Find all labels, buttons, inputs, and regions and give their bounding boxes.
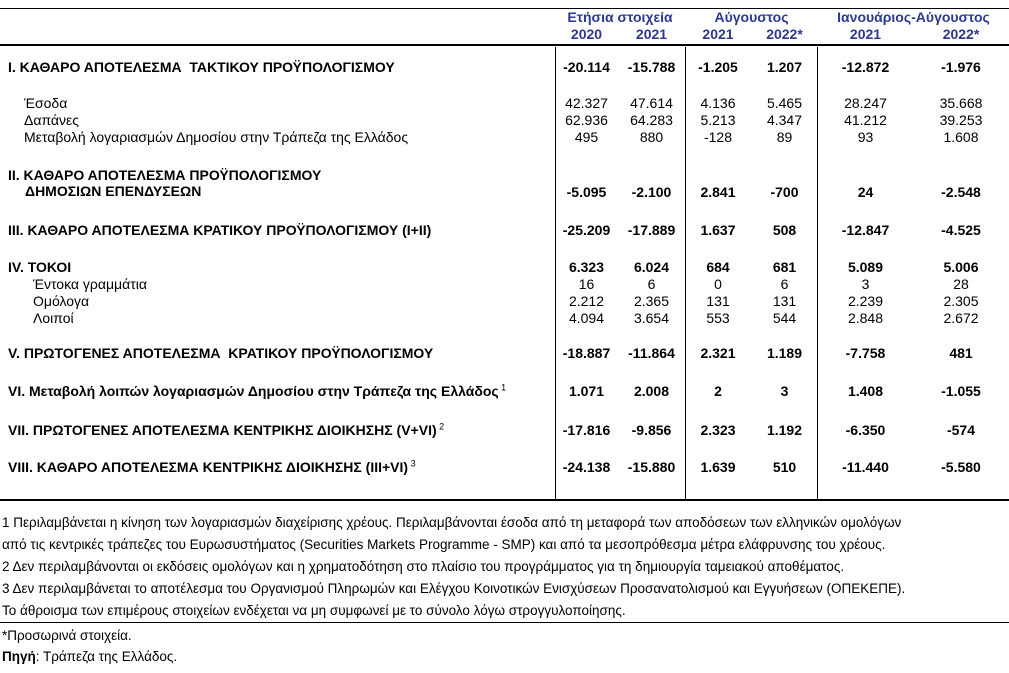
footnote-line-3: 2 Δεν περιλαμβάνονται οι εκδόσεις ομολόγων και η χρηματοδότηση στο πλαίσιο του προγράμματος για τη δημιουργία ταμειακού αποθέματος. xyxy=(2,559,845,574)
source-label: Πηγή xyxy=(2,649,36,664)
row-label xyxy=(0,293,555,309)
cell-annual-2021: 6 xyxy=(647,276,656,292)
cell-annual-2021: 2.008 xyxy=(633,383,670,399)
column-separator-2 xyxy=(685,47,686,499)
cell-august-2021: 5.213 xyxy=(700,112,736,128)
cell-august-2022: 3 xyxy=(780,383,789,399)
column-separator-3 xyxy=(817,47,818,499)
row-label-line1: Έντοκα γραμμάτια xyxy=(33,276,147,292)
cell-janaug-2021: 24 xyxy=(857,184,874,200)
cell-august-2022: 89 xyxy=(776,129,793,145)
row-label-line1: I. ΚΑΘΑΡΟ ΑΠΟΤΕΛΕΣΜΑ ΤΑΚΤΙΚΟΥ ΠΡΟΫΠΟΛΟΓΙΣΜΟΥ xyxy=(8,59,395,75)
cell-janaug-2022: 39.253 xyxy=(939,112,983,128)
cell-janaug-2022: 35.668 xyxy=(939,95,983,111)
row-entoka xyxy=(0,276,1009,292)
bottom-notes xyxy=(0,625,1009,667)
header-spacer xyxy=(0,9,555,25)
column-separator-1 xyxy=(555,47,556,499)
cell-august-2022: 5.465 xyxy=(766,95,803,111)
cell-janaug-2021: 41.212 xyxy=(844,112,887,128)
row-label xyxy=(0,422,555,438)
cell-annual-2021: -9.856 xyxy=(631,422,672,438)
row-label xyxy=(0,459,555,475)
row-label xyxy=(0,59,555,75)
footnote-separator-rule xyxy=(0,622,1009,623)
cell-janaug-2021: -11.440 xyxy=(842,459,889,475)
year-header-august-2022: 2022* xyxy=(766,26,803,42)
cell-august-2022: 6 xyxy=(780,276,789,292)
row-label xyxy=(0,222,555,238)
row-label-line1: II. ΚΑΘΑΡΟ ΑΠΟΤΕΛΕΣΜΑ ΠΡΟΫΠΟΛΟΓΙΣΜΟΥ xyxy=(8,167,322,183)
row-label-line1: VII. ΠΡΩΤΟΓΕΝΕΣ ΑΠΟΤΕΛΕΣΜΑ ΚΕΝΤΡΙΚΗΣ ΔΙΟΙΚΗΣΗΣ (V+VI) $^2$ xyxy=(8,421,445,438)
cell-august-2022: 1.192 xyxy=(766,422,803,438)
row-iii xyxy=(0,222,1009,238)
source-text: : Τράπεζα της Ελλάδος. xyxy=(35,649,178,664)
rounding-note: Το άθροισμα των επιμέρους στοιχείων ενδέχεται να μη συμφωνεί με το σύνολο λόγω στρογγυλοποίησης. xyxy=(2,603,626,618)
cell-janaug-2022: -5.580 xyxy=(941,459,981,475)
row-omologa xyxy=(0,293,1009,309)
row-label xyxy=(0,112,555,128)
cell-janaug-2022: -1.976 xyxy=(941,59,981,75)
row-metavoli-logariasmon xyxy=(0,129,1009,145)
row-esoda xyxy=(0,95,1009,111)
cell-august-2022: 510 xyxy=(772,459,797,475)
row-label xyxy=(0,383,555,399)
cell-annual-2020: 1.071 xyxy=(568,383,605,399)
footnote-reference-2: 2 xyxy=(436,421,445,432)
row-label-line1: Μεταβολή λογαριασμών Δημοσίου στην Τράπεζα της Ελλάδος xyxy=(24,129,409,145)
cell-august-2021: 4.136 xyxy=(700,95,736,111)
cell-janaug-2022: -1.055 xyxy=(941,383,981,399)
cell-janaug-2022: 5.006 xyxy=(943,259,979,275)
cell-janaug-2022: 1.608 xyxy=(943,129,979,145)
cell-august-2022: 544 xyxy=(772,310,797,326)
cell-annual-2021: -15.880 xyxy=(627,459,676,475)
footnotes-block xyxy=(0,512,1009,622)
cell-annual-2021: -11.864 xyxy=(628,345,675,361)
cell-annual-2020: 495 xyxy=(574,129,599,145)
footnote-line-4: 3 Δεν περιλαμβάνεται το αποτέλεσμα του Οργανισμού Πληρωμών και Ελέγχου Κοινοτικών Ενισχύσεων Προσανατολισμού και Εγγυήσεων (ΟΠΕΚΕΠΕ). xyxy=(2,581,906,596)
cell-annual-2020: 6.323 xyxy=(568,259,605,275)
cell-annual-2021: 880 xyxy=(639,129,664,145)
cell-annual-2021: -2.100 xyxy=(631,184,672,200)
row-label-line1: Λοιποί xyxy=(33,310,74,326)
footnote-line-2: από τις κεντρικές τράπεζες του Ευρωσυστήματος (Securities Markets Programme - SMP) και από τα μεσοπρόθεσμα μέτρα ελάφρυνσης του χρέους. xyxy=(2,537,886,552)
header-spacer xyxy=(0,26,555,42)
cell-august-2021: 553 xyxy=(706,310,730,326)
row-label xyxy=(0,95,555,111)
cell-august-2021: 2.323 xyxy=(700,422,736,438)
cell-august-2021: 1.639 xyxy=(700,459,736,475)
cell-annual-2021: -17.889 xyxy=(627,222,676,238)
column-group-header-row xyxy=(0,9,1009,25)
cell-janaug-2021: 93 xyxy=(857,129,874,145)
cell-annual-2020: -25.209 xyxy=(562,222,611,238)
cell-august-2022: 131 xyxy=(772,293,797,309)
cell-august-2021: 684 xyxy=(706,259,730,275)
cell-janaug-2022: 2.672 xyxy=(943,310,979,326)
row-label-line1: III. ΚΑΘΑΡΟ ΑΠΟΤΕΛΕΣΜΑ ΚΡΑΤΙΚΟΥ ΠΡΟΫΠΟΛΟΓΙΣΜΟΥ (I+II) xyxy=(8,222,432,238)
row-v xyxy=(0,345,1009,361)
row-vii xyxy=(0,422,1009,438)
source-note xyxy=(2,646,1009,667)
column-group-january-august: Ιανουάριος-Αύγουστος xyxy=(837,9,990,25)
cell-annual-2021: 3.654 xyxy=(633,310,670,326)
footnote-reference-1: 1 xyxy=(498,382,507,393)
cell-janaug-2021: -12.847 xyxy=(841,222,890,238)
cell-august-2021: 2 xyxy=(714,383,722,399)
row-loipoi xyxy=(0,310,1009,326)
row-label-line1: Ομόλογα xyxy=(33,293,90,309)
cell-august-2022: 4.347 xyxy=(766,112,803,128)
cell-annual-2020: -5.095 xyxy=(566,184,607,200)
cell-annual-2020: -18.887 xyxy=(562,345,611,361)
row-iv xyxy=(0,259,1009,275)
provisional-data-note: *Προσωρινά στοιχεία. xyxy=(2,628,132,643)
row-ii xyxy=(0,167,1009,200)
year-header-annual-2020: 2020 xyxy=(570,26,603,42)
row-label-line1: IV. ΤΟΚΟΙ xyxy=(8,259,72,275)
cell-janaug-2021: 2.239 xyxy=(847,293,884,309)
cell-annual-2020: 2.212 xyxy=(568,293,605,309)
row-label-line1: Έσοδα xyxy=(24,95,68,111)
row-label xyxy=(0,310,555,326)
cell-janaug-2021: 2.848 xyxy=(847,310,884,326)
cell-annual-2020: -24.138 xyxy=(562,459,611,475)
cell-august-2021: 2.321 xyxy=(700,345,736,361)
row-label-line1: VIII. ΚΑΘΑΡΟ ΑΠΟΤΕΛΕΣΜΑ ΚΕΝΤΡΙΚΗΣ ΔΙΟΙΚΗΣΗΣ (III+VI) $^3$ xyxy=(8,458,416,475)
cell-janaug-2021: -7.758 xyxy=(845,345,886,361)
row-label xyxy=(0,167,555,200)
cell-august-2022: 1.207 xyxy=(766,59,803,75)
header-bottom-rule xyxy=(0,44,1009,46)
cell-august-2021: -128 xyxy=(703,129,733,145)
row-label-line1: Δαπάνες xyxy=(24,112,79,128)
cell-annual-2020: -17.816 xyxy=(562,422,611,438)
cell-janaug-2022: -4.525 xyxy=(941,222,981,238)
year-header-janaug-2022: 2022* xyxy=(942,26,980,42)
cell-annual-2021: 2.365 xyxy=(633,293,670,309)
cell-janaug-2021: -6.350 xyxy=(845,422,886,438)
cell-janaug-2021: 28.247 xyxy=(844,95,887,111)
column-group-august: Αύγουστος xyxy=(714,9,789,25)
cell-annual-2021: 64.283 xyxy=(630,112,673,128)
row-label xyxy=(0,259,555,275)
cell-annual-2020: -20.114 xyxy=(563,59,610,75)
cell-august-2021: 1.637 xyxy=(700,222,736,238)
cell-janaug-2022: 28 xyxy=(953,276,969,292)
row-label-line2: ΔΗΜΟΣΙΩΝ ΕΠΕΝΔΥΣΕΩΝ xyxy=(25,183,202,199)
cell-august-2022: 1.189 xyxy=(766,345,803,361)
cell-annual-2020: 62.936 xyxy=(565,112,608,128)
cell-janaug-2021: 5.089 xyxy=(847,259,884,275)
year-header-august-2021: 2021 xyxy=(702,26,734,42)
cell-annual-2021: 6.024 xyxy=(633,259,670,275)
cell-august-2021: 131 xyxy=(706,293,730,309)
cell-janaug-2022: -574 xyxy=(946,422,976,438)
column-group-annual: Ετήσια στοιχεία xyxy=(567,9,673,25)
cell-janaug-2022: 2.305 xyxy=(943,293,979,309)
cell-janaug-2021: -12.872 xyxy=(841,59,890,75)
row-label xyxy=(0,345,555,361)
cell-august-2022: -700 xyxy=(770,184,799,200)
year-header-row xyxy=(0,26,1009,42)
row-dapanes xyxy=(0,112,1009,128)
cell-annual-2020: 42.327 xyxy=(565,95,608,111)
footnote-reference-3: 3 xyxy=(408,458,416,469)
cell-janaug-2022: -2.548 xyxy=(941,184,981,200)
footnote-lines xyxy=(2,512,1009,600)
cell-august-2021: 2.841 xyxy=(700,184,736,200)
cell-august-2022: 508 xyxy=(772,222,797,238)
row-label xyxy=(0,129,555,145)
cell-annual-2021: 47.614 xyxy=(630,95,673,111)
year-header-annual-2021: 2021 xyxy=(635,26,668,42)
row-vi xyxy=(0,383,1009,399)
footnote-line-1: 1 Περιλαμβάνεται η κίνηση των λογαριασμών διαχείρισης χρέους. Περιλαμβάνονται έσοδα από τη μεταφορά των αποδόσεων των ελληνικών ομολόγων xyxy=(2,515,902,530)
row-i xyxy=(0,59,1009,75)
row-label-line1: VI. Μεταβολή λοιπών λογαριασμών Δημοσίου στην Τράπεζα της Ελλάδος $^1$ xyxy=(8,382,507,399)
cell-janaug-2022: 481 xyxy=(949,345,973,361)
row-viii xyxy=(0,459,1009,475)
cell-janaug-2021: 3 xyxy=(861,276,870,292)
cell-annual-2020: 16 xyxy=(578,276,595,292)
cell-annual-2021: -15.788 xyxy=(627,59,676,75)
cell-august-2021: -1.205 xyxy=(698,59,738,75)
table-bottom-rule xyxy=(0,499,1009,501)
cell-janaug-2021: 1.408 xyxy=(847,383,884,399)
row-label xyxy=(0,276,555,292)
cell-annual-2020: 4.094 xyxy=(568,310,605,326)
year-header-janaug-2021: 2021 xyxy=(849,26,882,42)
cell-august-2022: 681 xyxy=(772,259,797,275)
row-label-line1: V. ΠΡΩΤΟΓΕΝΕΣ ΑΠΟΤΕΛΕΣΜΑ ΚΡΑΤΙΚΟΥ ΠΡΟΫΠΟΛΟΓΙΣΜΟΥ xyxy=(8,345,434,361)
cell-august-2021: 0 xyxy=(714,276,722,292)
